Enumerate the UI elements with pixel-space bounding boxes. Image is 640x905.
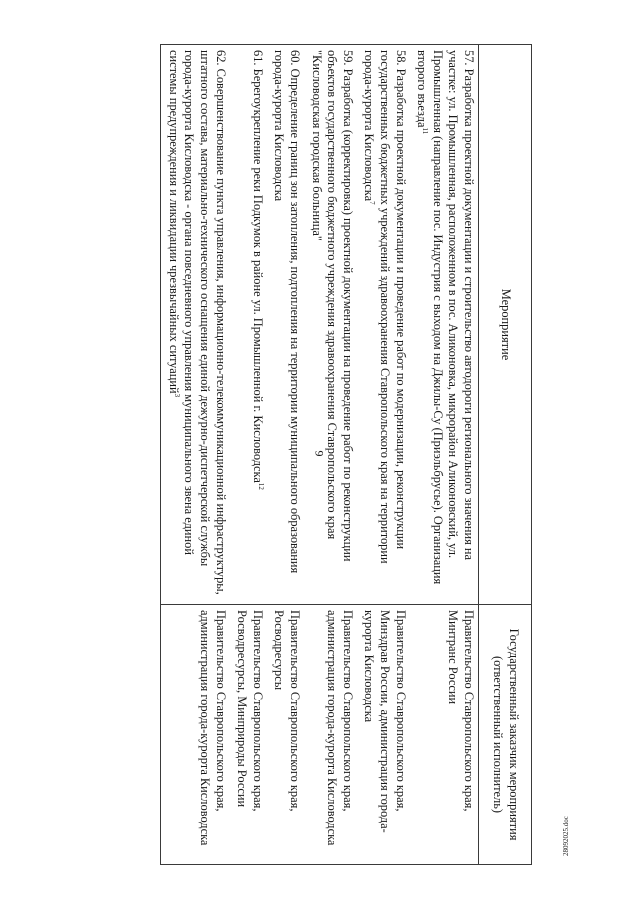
footnote-ref: 11 bbox=[421, 127, 430, 135]
activities-table bbox=[160, 44, 532, 865]
table-row bbox=[410, 45, 479, 865]
footnote-ref: 12 bbox=[257, 482, 265, 490]
activity-text: 62. Совершенствование пункта управления, информационно-телекоммуникационной инфраструктуры, штатного состава, материально-технического оснащения единой дежурно-диспетчерской службы города-курорта Кисловодска - органа повседневного управления муниципального звена единой системы предупреждения и ликвидации чрезвычайных ситуаций bbox=[166, 50, 228, 595]
activity-cell bbox=[267, 45, 304, 605]
footnote-ref: 3 bbox=[173, 393, 182, 398]
document-file-code: 28092025.doc bbox=[562, 816, 570, 856]
activity-cell bbox=[161, 45, 230, 605]
page-number: 9 bbox=[312, 450, 327, 457]
activity-text: 57. Разработка проектной документации и строительство автодороги регионального значения на участке: ул. Промышленная, расположенном в пос. Аликоновка, микрорайон Аликоновский, ул. Промышленная (направление пос. Индустрия с выходом на Джилы-Су (Приэльбрусье). Организация второго въезда bbox=[415, 50, 476, 585]
activity-text: 61. Берегоукрепление реки Подкумок в районе ул. Промышленной г. Кисловодска bbox=[250, 50, 265, 483]
activity-cell bbox=[230, 45, 267, 605]
footnote-ref: 7 bbox=[368, 201, 377, 205]
table-header-row bbox=[479, 45, 532, 865]
activity-text: 58. Разработка проектной документации и проведение работ по модернизации, реконструкции государственных бюджетных учреждений здравоохранения Ставропольского края на территории города-курорта Кисловодска bbox=[362, 50, 408, 564]
activity-cell bbox=[357, 45, 410, 605]
activity-cell bbox=[410, 45, 479, 605]
customer-cell: Правительство Ставропольского края, Минздрав России, администрация города-курорта Кисловодска bbox=[357, 605, 410, 865]
rotated-table-container bbox=[52, 44, 532, 864]
activity-text: 60. Определение границ зон затопления, подтопления на территории муниципального образования города-курорта Кисловодска bbox=[272, 50, 303, 574]
customer-cell: Правительство Ставропольского края, администрация города-курорта Кисловодска bbox=[161, 605, 230, 865]
table-row bbox=[230, 45, 267, 865]
header-customer: Государственный заказчик мероприятия (ответственный исполнитель) bbox=[479, 605, 532, 865]
table-row bbox=[357, 45, 410, 865]
activity-cell bbox=[304, 45, 357, 605]
customer-cell: Правительство Ставропольского края, Росводресурсы, Минприроды России bbox=[230, 605, 267, 865]
header-activity: Мероприятие bbox=[479, 45, 532, 605]
table-row bbox=[161, 45, 230, 865]
customer-cell: Правительство Ставропольского края, администрация города-курорта Кисловодска bbox=[304, 605, 357, 865]
customer-cell: Правительство Ставропольского края, Минтранс России bbox=[410, 605, 479, 865]
table-row bbox=[304, 45, 357, 865]
customer-cell: Правительство Ставропольского края, Росводресурсы bbox=[267, 605, 304, 865]
activity-text: 59. Разработка (корректировка) проектной документации на проведение работ по реконструкции объектов государственного бюджетного учреждения здравоохранения Ставропольского края "Кисловодская городская больница" bbox=[309, 50, 355, 562]
table-row bbox=[267, 45, 304, 865]
